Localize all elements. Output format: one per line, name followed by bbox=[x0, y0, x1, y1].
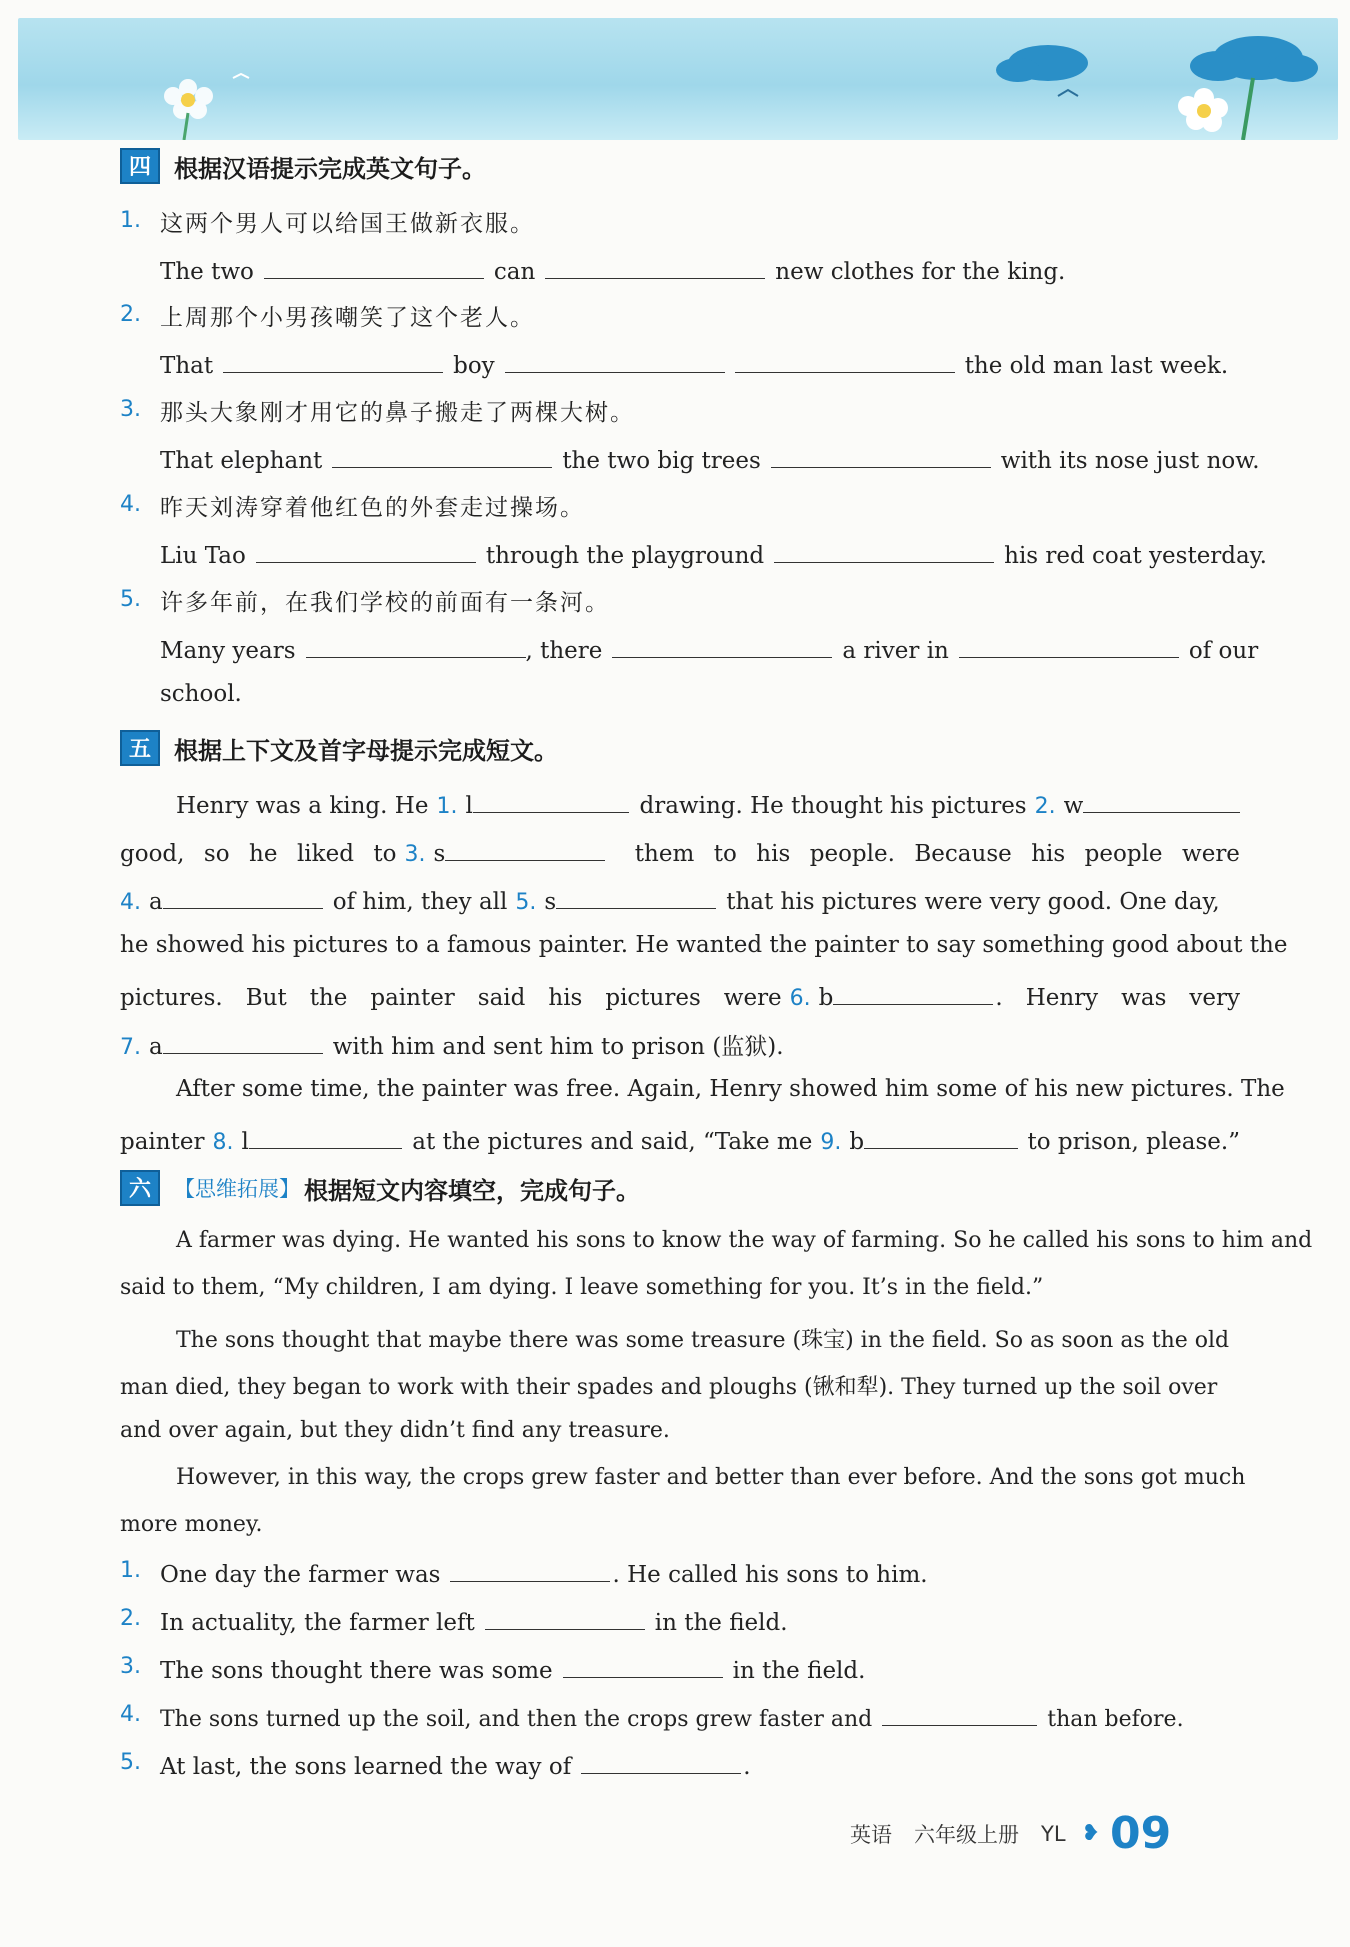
s6-q5-sentence bbox=[160, 1749, 751, 1780]
s5-text: to bbox=[373, 841, 397, 867]
s6-passage-text: The sons thought that maybe there was some treasure (珠宝) in the field. So as soon as the old bbox=[176, 1328, 1230, 1353]
s6-q4-sentence bbox=[160, 1701, 1184, 1732]
answer-blank[interactable] bbox=[581, 1749, 741, 1774]
answer-blank[interactable] bbox=[563, 1653, 723, 1678]
s5-initial-letter: w bbox=[1063, 793, 1084, 819]
s4-q5-text-5: school. bbox=[160, 681, 242, 707]
s5-line-5 bbox=[120, 980, 1240, 1011]
s4-q3-chinese: 那头大象刚才用它的鼻子搬走了两棵大树。 bbox=[160, 400, 635, 426]
s5-text: But bbox=[245, 985, 287, 1011]
answer-blank[interactable] bbox=[735, 348, 955, 373]
s5-text: his bbox=[756, 841, 791, 867]
s4-q5-text-2: , there bbox=[525, 638, 603, 664]
answer-blank[interactable] bbox=[450, 1557, 610, 1582]
answer-blank[interactable] bbox=[505, 348, 725, 373]
s4-q1-text-1: The two bbox=[160, 259, 254, 285]
answer-blank[interactable] bbox=[959, 633, 1179, 658]
section-6-heading bbox=[120, 1170, 640, 1206]
s5-blank-number: 4. bbox=[120, 890, 141, 915]
s5-text: very bbox=[1189, 985, 1240, 1011]
s6-passage-text: more money. bbox=[120, 1512, 263, 1537]
answer-blank[interactable] bbox=[332, 443, 552, 468]
section-6-tag: 【思维拓展】 bbox=[174, 1177, 300, 1201]
s6-q4-text-2: than before. bbox=[1047, 1707, 1184, 1732]
s4-q5-chinese: 许多年前，在我们学校的前面有一条河。 bbox=[160, 590, 610, 616]
s5-blank-number: 1. bbox=[436, 794, 458, 819]
s6-q5-text-1: At last, the sons learned the way of bbox=[160, 1754, 572, 1780]
s6-q1-text-1: One day the farmer was bbox=[160, 1562, 441, 1588]
s4-q5-sentence bbox=[160, 633, 1258, 664]
s5-initial-letter: l bbox=[465, 793, 473, 819]
s5-blank-number: 9. bbox=[820, 1130, 842, 1155]
s5-blank-number: 6. bbox=[789, 986, 811, 1011]
s4-q1-chinese: 这两个男人可以给国王做新衣服。 bbox=[160, 211, 535, 237]
section-5-title: 根据上下文及首字母提示完成短文。 bbox=[174, 736, 558, 765]
s4-q3-sentence bbox=[160, 443, 1260, 474]
section-4-heading bbox=[120, 148, 486, 184]
s5-line-1 bbox=[176, 788, 1240, 819]
page-footer bbox=[850, 1808, 1171, 1859]
s5-text: he showed his pictures to a famous painter. He wanted the painter to say something good about the bbox=[120, 932, 1288, 958]
answer-blank[interactable] bbox=[163, 1029, 323, 1054]
s4-q1-text-2: can bbox=[493, 259, 536, 285]
section-6-badge: 六 bbox=[120, 1170, 160, 1206]
answer-blank[interactable] bbox=[1083, 788, 1240, 813]
s6-q2-text-1: In actuality, the farmer left bbox=[160, 1610, 475, 1636]
s5-line-2 bbox=[120, 836, 1240, 867]
s4-q1-text-3: new clothes for the king. bbox=[775, 259, 1066, 285]
answer-blank[interactable] bbox=[249, 1124, 402, 1149]
s5-text: pictures bbox=[605, 985, 701, 1011]
s4-q2-sentence bbox=[160, 348, 1228, 379]
s6-q1-text-2: . He called his sons to him. bbox=[612, 1562, 928, 1588]
s4-q1-sentence bbox=[160, 254, 1065, 285]
s5-text: were bbox=[723, 985, 782, 1011]
s5-text: were bbox=[1182, 841, 1240, 867]
s4-q3-text-1: That elephant bbox=[160, 448, 323, 474]
s6-q3-text-1: The sons thought there was some bbox=[160, 1658, 553, 1684]
s5-text: he bbox=[249, 841, 278, 867]
s4-q4-text-3: his red coat yesterday. bbox=[1004, 543, 1267, 569]
s5-line-8 bbox=[120, 1124, 1240, 1155]
s5-text: drawing. He thought his pictures bbox=[639, 793, 1027, 819]
banner-decoration bbox=[18, 18, 1338, 140]
s6-passage-text: and over again, but they didn’t find any treasure. bbox=[120, 1418, 670, 1443]
s6-q3-number: 3. bbox=[120, 1654, 141, 1679]
answer-blank[interactable] bbox=[545, 254, 765, 279]
answer-blank[interactable] bbox=[223, 348, 443, 373]
answer-blank[interactable] bbox=[163, 884, 323, 909]
s5-initial-letter: l bbox=[241, 1129, 249, 1155]
answer-blank[interactable] bbox=[256, 538, 476, 563]
answer-blank[interactable] bbox=[882, 1701, 1037, 1726]
s6-q2-sentence bbox=[160, 1605, 788, 1636]
s4-q2-text-1: That bbox=[160, 353, 214, 379]
s5-blank-number: 5. bbox=[515, 890, 537, 915]
s5-text: painter bbox=[370, 985, 455, 1011]
s5-text: After some time, the painter was free. Again, Henry showed him some of his new pictures. The bbox=[176, 1076, 1285, 1102]
s6-q4-text-1: The sons turned up the soil, and then the crops grew faster and bbox=[160, 1707, 873, 1732]
answer-blank[interactable] bbox=[445, 836, 605, 861]
s5-text: at the pictures and said, “Take me bbox=[412, 1129, 813, 1155]
s6-passage-text: However, in this way, the crops grew faster and better than ever before. And the sons got much bbox=[176, 1465, 1246, 1490]
s4-q3-number: 3. bbox=[120, 397, 141, 422]
answer-blank[interactable] bbox=[864, 1124, 1017, 1149]
s4-q2-number: 2. bbox=[120, 302, 141, 327]
s6-q3-sentence bbox=[160, 1653, 865, 1684]
s5-text: with him and sent him to prison (监狱). bbox=[332, 1034, 784, 1060]
s5-text: painter bbox=[120, 1129, 205, 1155]
s6-passage-line bbox=[120, 1512, 1240, 1537]
s5-line-7 bbox=[176, 1076, 1285, 1102]
heart-icon: ❥ bbox=[1081, 1821, 1100, 1846]
s5-line-3 bbox=[120, 884, 1240, 915]
answer-blank[interactable] bbox=[771, 443, 991, 468]
s5-initial-letter: b bbox=[849, 1129, 865, 1155]
s5-text: people bbox=[1084, 841, 1163, 867]
s5-blank-number: 2. bbox=[1034, 794, 1056, 819]
s5-text: said bbox=[477, 985, 526, 1011]
s6-q3-text-2: in the field. bbox=[732, 1658, 866, 1684]
s5-text: so bbox=[203, 841, 230, 867]
s6-q1-sentence bbox=[160, 1557, 928, 1588]
s4-q4-text-1: Liu Tao bbox=[160, 543, 246, 569]
s5-text: people. bbox=[809, 841, 895, 867]
s5-text: his bbox=[1031, 841, 1066, 867]
s5-text: of him, they all bbox=[332, 889, 508, 915]
s6-passage-line bbox=[120, 1275, 1240, 1300]
answer-blank[interactable] bbox=[264, 254, 484, 279]
page-number: 09 bbox=[1109, 1808, 1172, 1859]
s5-text: was bbox=[1121, 985, 1167, 1011]
footer-grade: 六年级上册 bbox=[914, 1822, 1019, 1847]
s5-text: pictures. bbox=[120, 985, 223, 1011]
s4-q2-text-3: the old man last week. bbox=[964, 353, 1229, 379]
s5-blank-number: 8. bbox=[212, 1130, 234, 1155]
s5-text: to prison, please.” bbox=[1027, 1129, 1240, 1155]
s6-passage-text: A farmer was dying. He wanted his sons to know the way of farming. So he called his sons to him and bbox=[176, 1228, 1313, 1253]
answer-blank[interactable] bbox=[774, 538, 994, 563]
s5-blank-number: 3. bbox=[404, 842, 426, 867]
s5-text: the bbox=[309, 985, 348, 1011]
section-6-title: 根据短文内容填空，完成句子。 bbox=[304, 1176, 640, 1205]
s5-initial-letter: s bbox=[544, 889, 557, 915]
section-4-badge: 四 bbox=[120, 148, 160, 184]
footer-subject: 英语 bbox=[850, 1822, 892, 1847]
s6-q4-number: 4. bbox=[120, 1702, 141, 1727]
s4-q5-continuation bbox=[160, 681, 242, 707]
s6-q2-text-2: in the field. bbox=[654, 1610, 788, 1636]
s4-q4-text-2: through the playground bbox=[485, 543, 765, 569]
answer-blank[interactable] bbox=[556, 884, 716, 909]
s6-passage-text: said to them, “My children, I am dying. I leave something for you. It’s in the field.” bbox=[120, 1275, 1044, 1300]
s4-q4-chinese: 昨天刘涛穿着他红色的外套走过操场。 bbox=[160, 495, 585, 521]
s4-q4-number: 4. bbox=[120, 492, 141, 517]
s6-passage-line bbox=[176, 1323, 1240, 1354]
s4-q3-text-2: the two big trees bbox=[562, 448, 761, 474]
s5-initial-letter: b bbox=[818, 985, 834, 1011]
s5-text: Henry bbox=[1025, 985, 1099, 1011]
s6-passage-line bbox=[120, 1418, 1240, 1443]
s5-text: liked bbox=[296, 841, 354, 867]
header-banner bbox=[18, 18, 1338, 140]
s6-q5-text-2: . bbox=[743, 1754, 751, 1780]
s5-initial-letter: s bbox=[433, 841, 446, 867]
s5-text: good, bbox=[120, 841, 185, 867]
s4-q4-sentence bbox=[160, 538, 1267, 569]
answer-blank[interactable] bbox=[473, 788, 630, 813]
s5-text: that his pictures were very good. One day, bbox=[726, 889, 1220, 915]
answer-blank[interactable] bbox=[306, 633, 526, 658]
s4-q3-text-3: with its nose just now. bbox=[1000, 448, 1260, 474]
s4-q5-text-3: a river in bbox=[842, 638, 949, 664]
s4-q5-text-1: Many years bbox=[160, 638, 296, 664]
section-5-badge: 五 bbox=[120, 730, 160, 766]
s5-text: . bbox=[995, 985, 1003, 1011]
section-4-title: 根据汉语提示完成英文句子。 bbox=[174, 154, 486, 183]
s6-q2-number: 2. bbox=[120, 1606, 141, 1631]
s5-blank-number: 7. bbox=[120, 1035, 141, 1060]
s5-text: Henry was a king. He bbox=[176, 793, 429, 819]
answer-blank[interactable] bbox=[612, 633, 832, 658]
s6-passage-text: man died, they began to work with their spades and ploughs (锹和犁). They turned up the soil over bbox=[120, 1375, 1218, 1400]
answer-blank[interactable] bbox=[833, 980, 993, 1005]
s6-q1-number: 1. bbox=[120, 1558, 141, 1583]
s5-text: them bbox=[634, 841, 695, 867]
s5-text: his bbox=[548, 985, 583, 1011]
s4-q2-text-2: boy bbox=[453, 353, 495, 379]
s6-q5-number: 5. bbox=[120, 1750, 141, 1775]
s5-text: Because bbox=[914, 841, 1012, 867]
answer-blank[interactable] bbox=[485, 1605, 645, 1630]
s4-q1-number: 1. bbox=[120, 208, 141, 233]
s6-passage-line bbox=[176, 1228, 1313, 1253]
s5-text: to bbox=[713, 841, 737, 867]
s5-line-4 bbox=[120, 932, 1288, 958]
s5-initial-letter: a bbox=[149, 889, 163, 915]
s6-passage-line bbox=[176, 1465, 1246, 1490]
s6-passage-line bbox=[120, 1370, 1240, 1401]
s5-line-6 bbox=[120, 1028, 1240, 1061]
s4-q5-text-4: of our bbox=[1188, 638, 1259, 664]
footer-edition: YL bbox=[1041, 1821, 1066, 1846]
section-5-heading bbox=[120, 730, 558, 766]
s4-q2-chinese: 上周那个小男孩嘲笑了这个老人。 bbox=[160, 305, 535, 331]
s5-initial-letter: a bbox=[149, 1034, 163, 1060]
s4-q5-number: 5. bbox=[120, 587, 141, 612]
